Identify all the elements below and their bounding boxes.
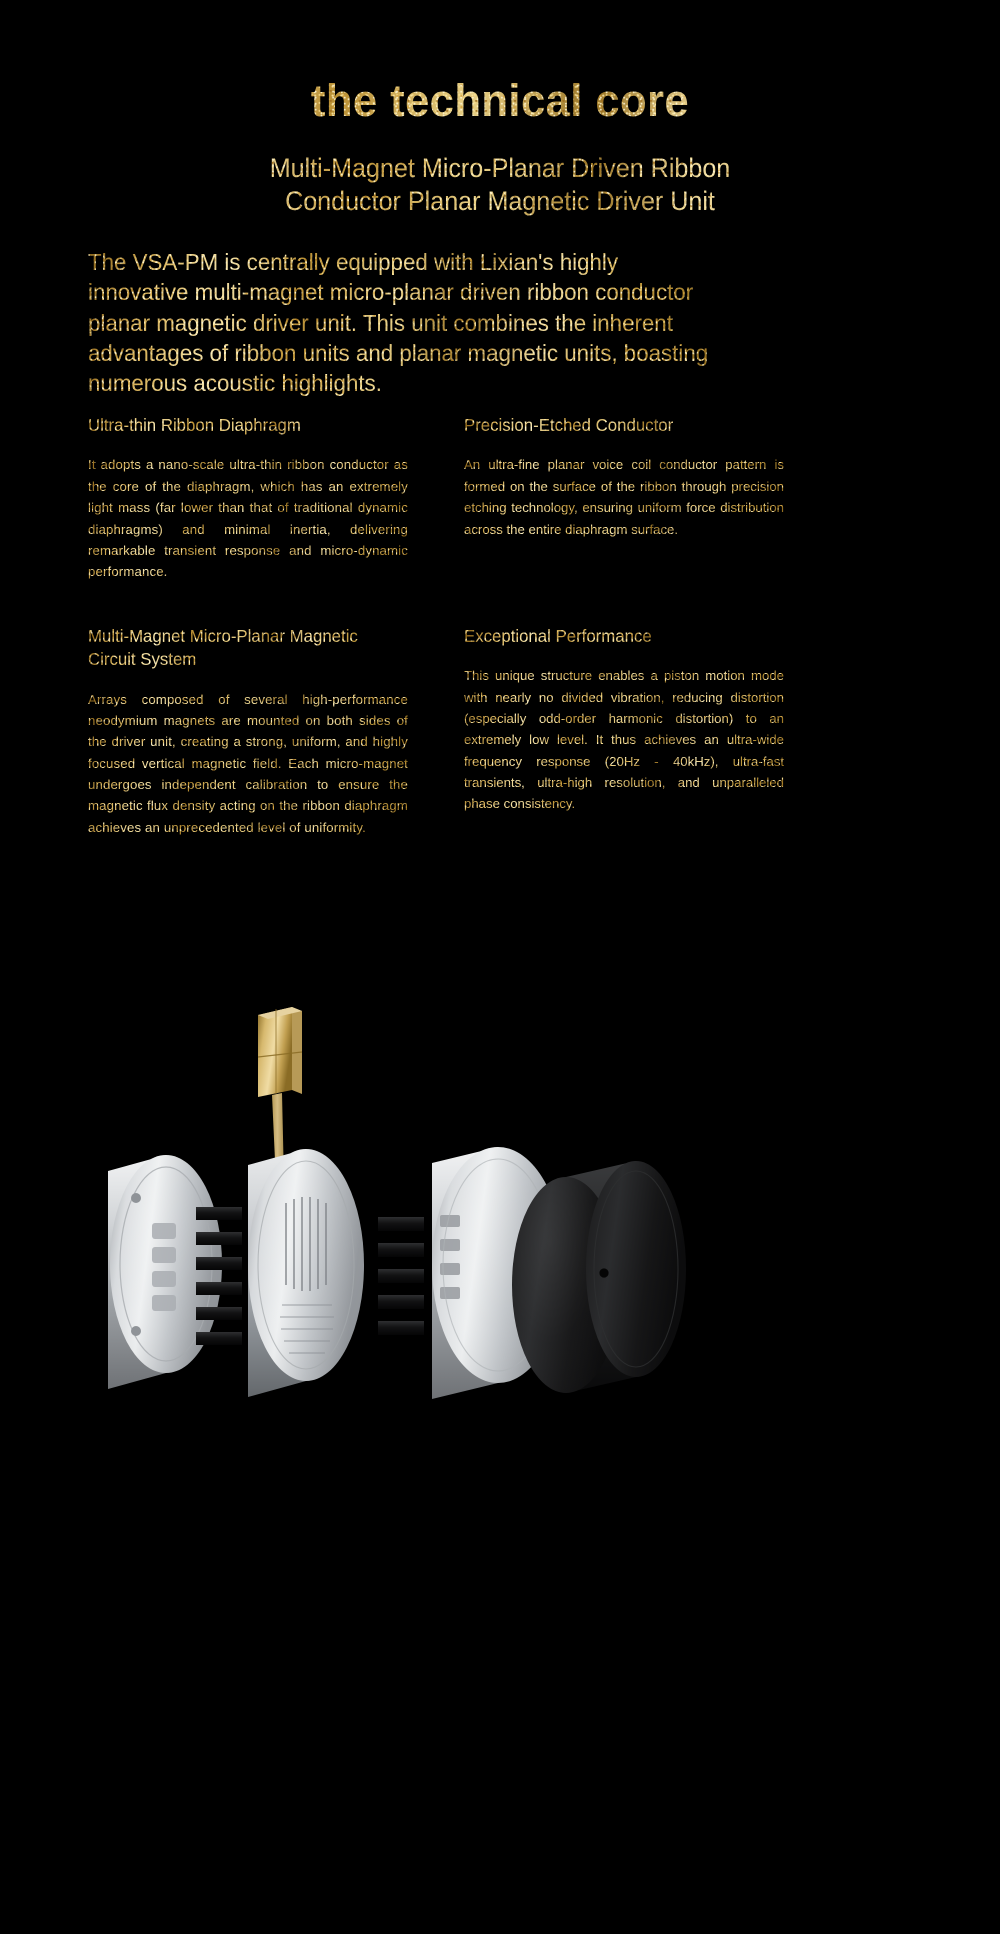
feature-exceptional-performance [464, 625, 784, 839]
feature-ultra-thin-ribbon-diaphragm [88, 414, 408, 583]
feature-multi-magnet-micro-planar-magnetic-circuit-system [88, 625, 408, 839]
page-subtitle-line-1: Multi-Magnet Micro-Planar Driven Ribbon [35, 152, 965, 186]
feature-row-divider [88, 583, 788, 625]
feature-precision-etched-conductor [464, 414, 784, 583]
magnet-array-rear [378, 1217, 424, 1335]
feature-body: Arrays composed of several high-performance neodymium magnets are mounted on both sides of the driver unit, creating a strong, uniform, and highly focused vertical magnetic field. Each micro-magnet undergoes independent calibration to ensure the magnetic flux density acting on the ribbon diaphragm achieves an unprecedented level of uniformity. [88, 689, 408, 839]
feature-body: An ultra-fine planar voice coil conductor pattern is formed on the surface of the ribbon through precision etching technology, ensuring uniform force distribution across the entire diaphragm surface. [464, 454, 784, 540]
page-subtitle-line-2: Conductor Planar Magnetic Driver Unit [35, 185, 965, 219]
feature-grid [88, 414, 788, 838]
feature-row-bottom [88, 625, 788, 839]
black-back-cover [512, 1161, 686, 1393]
front-faceplate [108, 1155, 222, 1389]
intro-paragraph: The VSA-PM is centrally equipped with Lixian's highly innovative multi-magnet micro-planar driven ribbon conductor planar magnetic driver unit. This unit combines the inherent advantages of ribbon units and planar magnetic units, boasting numerous acoustic highlights. [88, 219, 717, 399]
feature-body: This unique structure enables a piston motion mode with nearly no divided vibration, reducing distortion (especially odd-order harmonic distortion) to an extremely low level. It thus achieves an ultra-wide frequency response (20Hz - 40kHz), ultra-fast transients, ultra-high resolution, and unparalleled phase consistency. [464, 665, 784, 815]
feature-heading: Exceptional Performance [464, 625, 771, 648]
driver-exploded-view-svg [0, 985, 1000, 1545]
feature-heading: Multi-Magnet Micro-Planar Magnetic Circuit System [88, 625, 395, 672]
ribbon-diaphragm-assembly [248, 1149, 364, 1397]
feature-row-top [88, 414, 788, 583]
driver-exploded-view-figure [0, 985, 1000, 1545]
page-title: the technical core [15, 0, 985, 126]
page-subtitle [35, 126, 965, 220]
feature-heading: Ultra-thin Ribbon Diaphragm [88, 414, 395, 437]
feature-heading: Precision-Etched Conductor [464, 414, 771, 437]
feature-body: It adopts a nano-scale ultra-thin ribbon conductor as the core of the diaphragm, which has an extremely light mass (far lower than that of traditional dynamic diaphragms) and minimal inertia, delivering remarkable transient response and micro-dynamic performance. [88, 454, 408, 582]
